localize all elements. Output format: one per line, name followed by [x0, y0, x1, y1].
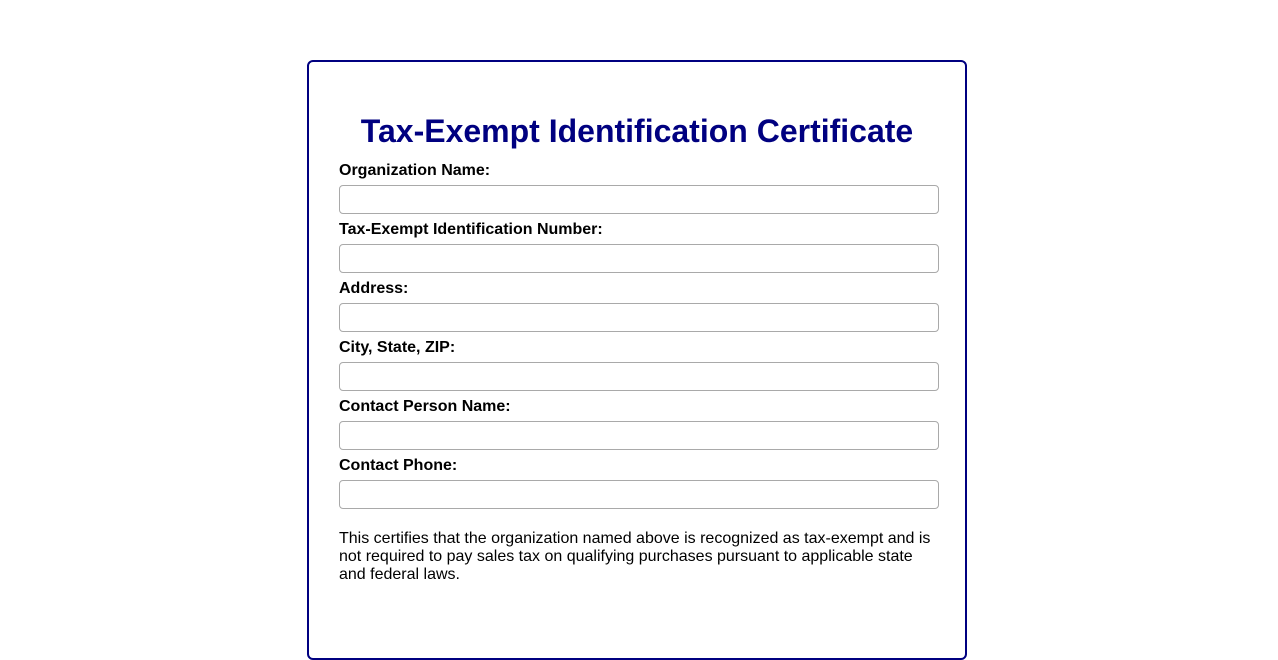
field-address [339, 279, 935, 332]
organization-name-label: Organization Name: [339, 162, 491, 179]
field-city-state-zip [339, 338, 935, 391]
tax-id-label: Tax-Exempt Identification Number: [339, 221, 603, 238]
city-state-zip-label: City, State, ZIP: [339, 339, 456, 356]
contact-phone-input[interactable] [339, 480, 939, 509]
page-title: Tax-Exempt Identification Certificate [360, 113, 914, 149]
field-tax-id [339, 220, 935, 273]
field-organization-name [339, 161, 935, 214]
contact-phone-label: Contact Phone: [339, 457, 458, 474]
contact-person-input[interactable] [339, 421, 939, 450]
address-label: Address: [339, 280, 409, 297]
field-contact-person [339, 397, 935, 450]
certificate-card [307, 60, 967, 660]
contact-person-label: Contact Person Name: [339, 398, 511, 415]
city-state-zip-input[interactable] [339, 362, 939, 391]
field-contact-phone [339, 456, 935, 509]
form-fields [339, 161, 935, 509]
address-input[interactable] [339, 303, 939, 332]
tax-id-input[interactable] [339, 244, 939, 273]
certification-statement: This certifies that the organization named above is recognized as tax-exempt and is not required to pay sales tax on qualifying purchases pursuant to applicable state and federal laws. [339, 530, 931, 583]
organization-name-input[interactable] [339, 185, 939, 214]
